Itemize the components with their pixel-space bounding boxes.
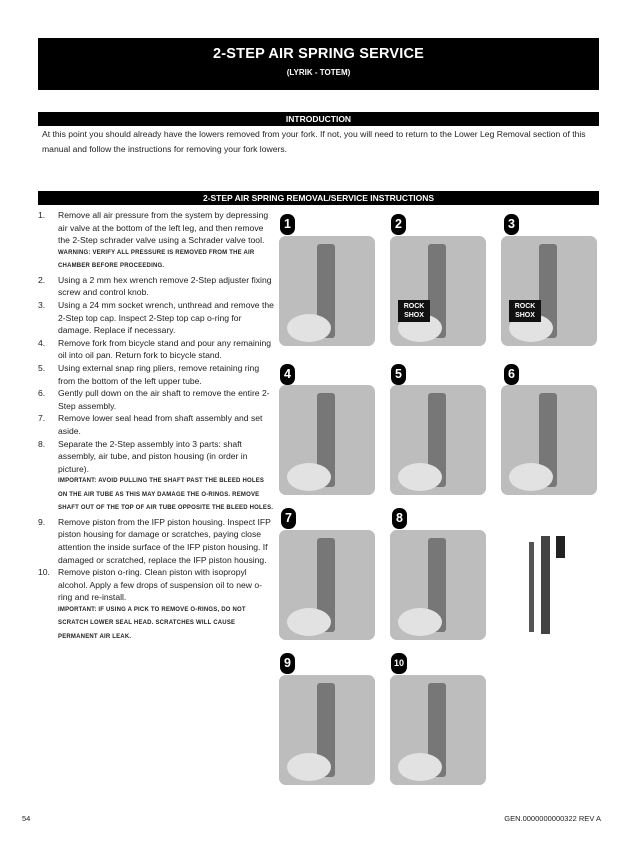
photo-illustration (501, 530, 597, 640)
step-badge: 2 (391, 214, 406, 235)
photo-illustration (279, 675, 375, 785)
step-photo (501, 236, 597, 346)
step-photo (390, 385, 486, 495)
step-text: Using a 24 mm socket wrench, unthread and remove the 2-Step top cap. Inspect 2-Step top cap o-ring for damage. Replace if necessary. (58, 299, 274, 336)
step-item (38, 516, 274, 566)
step-photo (501, 530, 597, 640)
title-banner (38, 38, 599, 90)
step-badge: 4 (280, 364, 295, 385)
step-number: 6. (38, 388, 46, 399)
step-text: Remove all air pressure from the system by depressing air valve at the bottom of the left leg, and then remove the 2-Step schrader valve using a Schrader valve tool. (58, 210, 269, 246)
step-text: Using external snap ring pliers, remove retaining ring from the bottom of the left upper tube. (58, 362, 260, 386)
photo-illustration (501, 385, 597, 495)
step-badge: 10 (391, 653, 407, 674)
step-note: IMPORTANT: IF USING A PICK TO REMOVE O-RINGS, DO NOT SCRATCH LOWER SEAL HEAD. SCRATCHES WILL CAUSE PERMANENT AIR LEAK. (58, 606, 246, 640)
step-item (38, 566, 274, 604)
step-text: Separate the 2-Step assembly into 3 parts: shaft assembly, air tube, and piston housing (in order in picture). (58, 438, 248, 474)
doc-number: GEN.0000000000322 REV A (504, 814, 601, 823)
step-item (38, 438, 274, 476)
step-number: 3. (38, 299, 46, 310)
rockshox-logo: ROCK SHOX (398, 300, 430, 322)
step-item (38, 299, 274, 337)
step-photo (279, 530, 375, 640)
step-badge: 5 (391, 364, 406, 385)
step-photo (390, 675, 486, 785)
step-badge: 1 (280, 214, 295, 235)
page-number: 54 (22, 814, 31, 823)
step-note: WARNING: VERIFY ALL PRESSURE IS REMOVED FROM THE AIR CHAMBER BEFORE PROCEEDING. (58, 249, 255, 270)
instructions-heading: 2-STEP AIR SPRING REMOVAL/SERVICE INSTRUCTIONS (38, 191, 599, 205)
page-subtitle: (LYRIK - TOTEM) (286, 68, 351, 77)
step-text: Remove piston from the IFP piston housing. Inspect IFP piston housing for damage or scratches, paying close attention the inside surface of the IFP piston housing. If damaged or scratched, replace the IFP piston housing. (58, 516, 271, 565)
step-photo (279, 236, 375, 346)
step-item (38, 209, 274, 247)
step-item (38, 387, 274, 412)
intro-heading: INTRODUCTION (38, 112, 599, 126)
step-badge: 3 (504, 214, 519, 235)
step-number: 2. (38, 274, 46, 285)
step-number: 8. (38, 438, 46, 449)
step-badge: 8 (392, 508, 407, 529)
step-badge: 7 (281, 508, 296, 529)
step-number: 7. (38, 413, 46, 424)
rockshox-logo: ROCK SHOX (509, 300, 541, 322)
photo-illustration (390, 236, 486, 346)
step-photo (279, 675, 375, 785)
step-photo (390, 236, 486, 346)
step-item (38, 412, 274, 437)
step-number: 5. (38, 362, 46, 373)
photo-illustration (279, 236, 375, 346)
step-photo (279, 385, 375, 495)
step-number: 4. (38, 337, 46, 348)
step-text: Remove piston o-ring. Clean piston with isopropyl alcohol. Apply a few drops of suspension oil to new o-ring and re-install. (58, 567, 262, 603)
step-text: Remove fork from bicycle stand and pour any remaining oil into oil pan. Return fork to bicycle stand. (58, 337, 272, 361)
step-number: 10. (38, 567, 50, 578)
step-text: Gently pull down on the air shaft to remove the entire 2-Step assembly. (58, 388, 270, 411)
instruction-steps (38, 209, 274, 644)
step-item (38, 274, 274, 299)
step-text: Remove lower seal head from shaft assembly and set aside. (58, 413, 263, 436)
step-badge: 9 (280, 653, 295, 674)
photo-illustration (501, 236, 597, 346)
intro-text: At this point you should already have the lowers removed from your fork. If not, you will need to return to the Lower Leg Removal section of this manual and follow the instructions for removing your fork lowers. (42, 129, 586, 154)
page-title: 2-STEP AIR SPRING SERVICE (212, 46, 424, 62)
step-photo (390, 530, 486, 640)
step-text: Using a 2 mm hex wrench remove 2-Step adjuster fixing screw and control knob. (58, 274, 272, 298)
photo-illustration (390, 675, 486, 785)
photo-illustration (279, 385, 375, 495)
step-number: 9. (38, 516, 46, 527)
step-item (38, 337, 274, 362)
step-note: IMPORTANT: AVOID PULLING THE SHAFT PAST THE BLEED HOLES ON THE AIR TUBE AS THIS MAY DAMAGE THE O-RINGS. REMOVE SHAFT OUT OF THE TOP OF AIR TUBE OPPOSITE THE BLEED HOLES. (58, 478, 274, 512)
photo-illustration (390, 385, 486, 495)
step-number: 1. (38, 210, 46, 220)
step-item (38, 362, 274, 387)
photo-illustration (390, 530, 486, 640)
step-photo (501, 385, 597, 495)
step-badge: 6 (504, 364, 519, 385)
photo-illustration (279, 530, 375, 640)
